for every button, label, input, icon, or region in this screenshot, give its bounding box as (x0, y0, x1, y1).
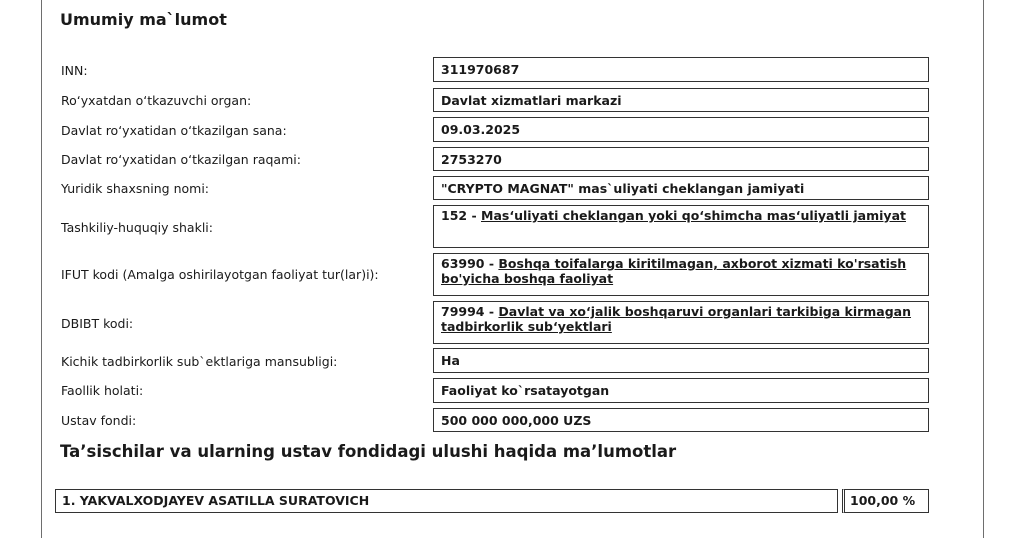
small-business-label: Kichik tadbirkorlik sub`ektlariga mansubligi: (61, 354, 338, 369)
legal-form-code: 152 (441, 208, 468, 223)
dbibt-code-value (433, 301, 929, 344)
registering-organ-value: Davlat xizmatlari markazi (433, 88, 929, 112)
ifut-code-label: IFUT kodi (Amalga oshirilayotgan faoliyat tur(lar)i): (61, 267, 379, 282)
dbibt-code: 79994 (441, 304, 485, 319)
small-business-value: Ha (433, 348, 929, 373)
founder-share: 100,00 % (842, 489, 929, 513)
founders-title: Ta’sischilar va ularning ustav fondidagi ulushi haqida ma’lumotlar (60, 442, 677, 461)
registration-number-value: 2753270 (433, 147, 929, 171)
registering-organ-label: Ro‘yxatdan o‘tkazuvchi organ: (61, 93, 252, 108)
registration-date-value: 09.03.2025 (433, 117, 929, 142)
legal-entity-name-label: Yuridik shaxsning nomi: (61, 181, 210, 196)
legal-form-value (433, 205, 929, 248)
activity-status-label: Faollik holati: (61, 383, 144, 398)
legal-form-separator: - (467, 208, 481, 223)
section-title: Umumiy ma`lumot (60, 10, 227, 29)
ifut-separator: - (484, 256, 499, 271)
charter-fund-value: 500 000 000,000 UZS (433, 408, 929, 432)
inn-label: INN: (61, 63, 88, 78)
legal-form-label: Tashkiliy-huquqiy shakli: (61, 220, 213, 235)
registration-number-label: Davlat ro‘yxatidan o‘tkazilgan raqami: (61, 152, 301, 167)
ifut-code-value (433, 253, 929, 296)
activity-status-value: Faoliyat ko`rsatayotgan (433, 378, 929, 403)
dbibt-link[interactable]: Davlat va xo‘jalik boshqaruvi organlari tarkibiga kirmagan tadbirkorlik sub‘yektlari (441, 304, 912, 334)
founder-name: 1. YAKVALXODJAYEV ASATILLA SURATOVICH (55, 489, 838, 513)
legal-form-link[interactable]: Mas‘uliyati cheklangan yoki qo‘shimcha mas‘uliyatli jamiyat (481, 208, 906, 223)
ifut-link[interactable]: Boshqa toifalarga kiritilmagan, axborot xizmati ko'rsatish bo'yicha boshqa faoliyat (441, 256, 907, 286)
dbibt-separator: - (484, 304, 499, 319)
charter-fund-label: Ustav fondi: (61, 413, 137, 428)
ifut-code: 63990 (441, 256, 485, 271)
inn-value: 311970687 (433, 57, 929, 82)
registration-date-label: Davlat ro‘yxatidan o‘tkazilgan sana: (61, 123, 287, 138)
legal-entity-name-value: "CRYPTO MAGNAT" mas`uliyati cheklangan jamiyati (433, 176, 929, 200)
founder-row (55, 489, 929, 513)
dbibt-code-label: DBIBT kodi: (61, 316, 134, 331)
